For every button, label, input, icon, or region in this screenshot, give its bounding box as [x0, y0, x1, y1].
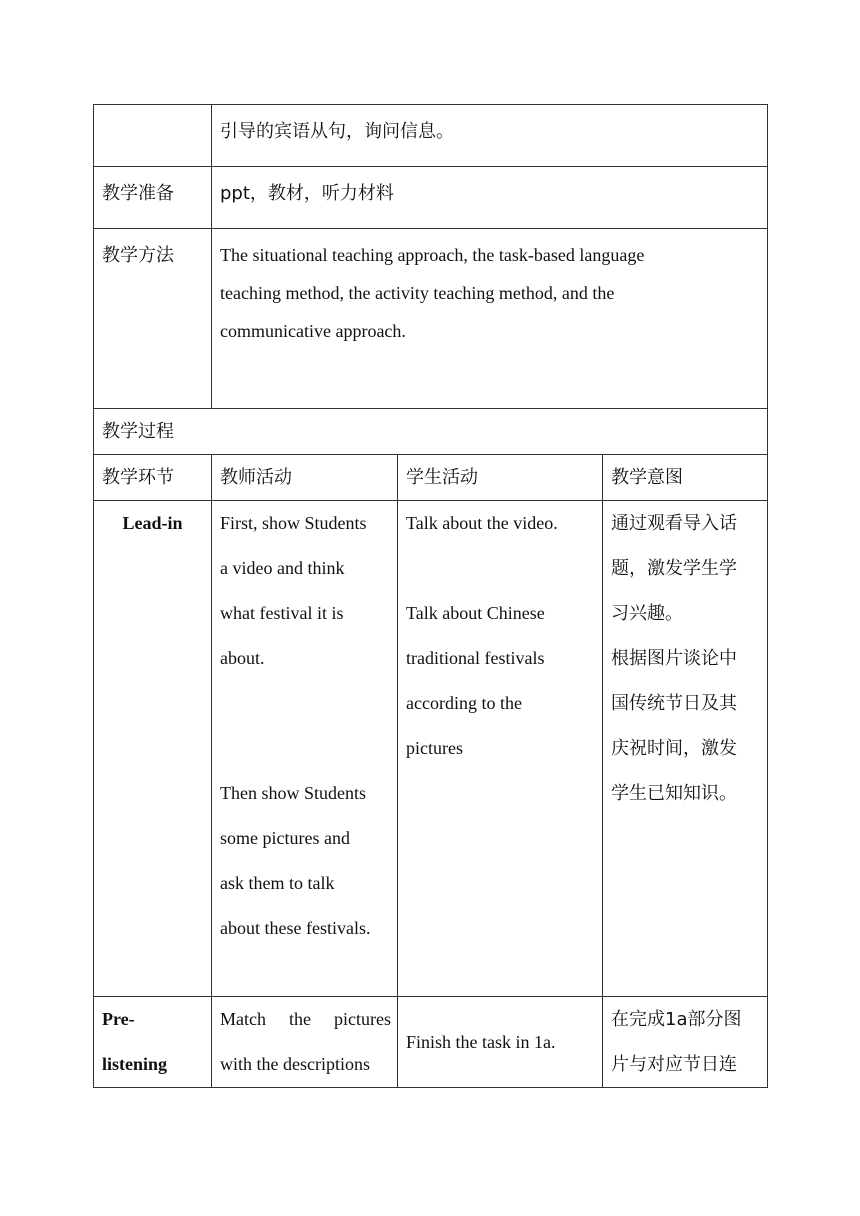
intent-leadin [603, 501, 768, 997]
text-line: pictures [406, 738, 463, 758]
row-label-empty [94, 105, 212, 167]
spacer [406, 546, 602, 591]
text-line: traditional festivals [406, 648, 545, 668]
teacher-activity-leadin [212, 501, 398, 997]
method-line: teaching method, the activity teaching method, and the [220, 283, 615, 303]
stage-prelistening [94, 997, 212, 1088]
spacer [220, 726, 397, 771]
text-line: First, show Students [220, 513, 367, 533]
student-activity-prelistening: Finish the task in 1a. [398, 997, 603, 1088]
text-line: Talk about Chinese [406, 603, 545, 623]
header-student: 学生活动 [398, 455, 603, 501]
method-content [212, 229, 768, 409]
text-line: about. [220, 648, 265, 668]
header-intent: 教学意图 [603, 455, 768, 501]
prep-content: ppt，教材，听力材料 [212, 167, 768, 229]
text-line: a video and think [220, 558, 345, 578]
lesson-plan-table [93, 104, 768, 1088]
table-row [94, 455, 768, 501]
text-line: some pictures and [220, 828, 350, 848]
text-line: listening [102, 1054, 168, 1074]
text-line: 片与对应节日连 [611, 1054, 737, 1075]
text-line: Then show Students [220, 783, 366, 803]
text-line: according to the [406, 693, 522, 713]
student-activity-leadin [398, 501, 603, 997]
method-line: communicative approach. [220, 321, 406, 341]
header-teacher: 教师活动 [212, 455, 398, 501]
text-line: with the descriptions [220, 1054, 370, 1074]
text-line: 在完成1a部分图 [611, 1009, 742, 1030]
text-line: 国传统节日及其 [611, 693, 737, 714]
text-line: Match the pictures [220, 1009, 391, 1029]
prep-label: 教学准备 [94, 167, 212, 229]
text-line: ask them to talk [220, 873, 335, 893]
table-row [94, 229, 768, 409]
text-line: 习兴趣。 [611, 603, 683, 624]
method-line: The situational teaching approach, the task-based language [220, 245, 645, 265]
method-label: 教学方法 [94, 229, 212, 409]
table-row [94, 409, 768, 455]
text-line: 题，激发学生学 [611, 558, 737, 579]
text-line: 通过观看导入话 [611, 513, 737, 534]
process-label: 教学过程 [94, 409, 768, 455]
text-line: 学生已知知识。 [611, 783, 737, 804]
text-line: what festival it is [220, 603, 344, 623]
teacher-activity-prelistening [212, 997, 398, 1088]
table-row [94, 167, 768, 229]
text-line: 庆祝时间，激发 [611, 738, 737, 759]
spacer [220, 681, 397, 726]
text-line: about these festivals. [220, 918, 371, 938]
stage-leadin: Lead-in [94, 501, 212, 997]
table-row [94, 501, 768, 997]
table-row [94, 997, 768, 1088]
text-line: 根据图片谈论中 [611, 648, 737, 669]
header-stage: 教学环节 [94, 455, 212, 501]
intent-prelistening [603, 997, 768, 1088]
objective-continuation: 引导的宾语从句，询问信息。 [212, 105, 768, 167]
text-line: Pre- [102, 1009, 135, 1029]
table-row [94, 105, 768, 167]
text-line: Talk about the video. [406, 513, 558, 533]
